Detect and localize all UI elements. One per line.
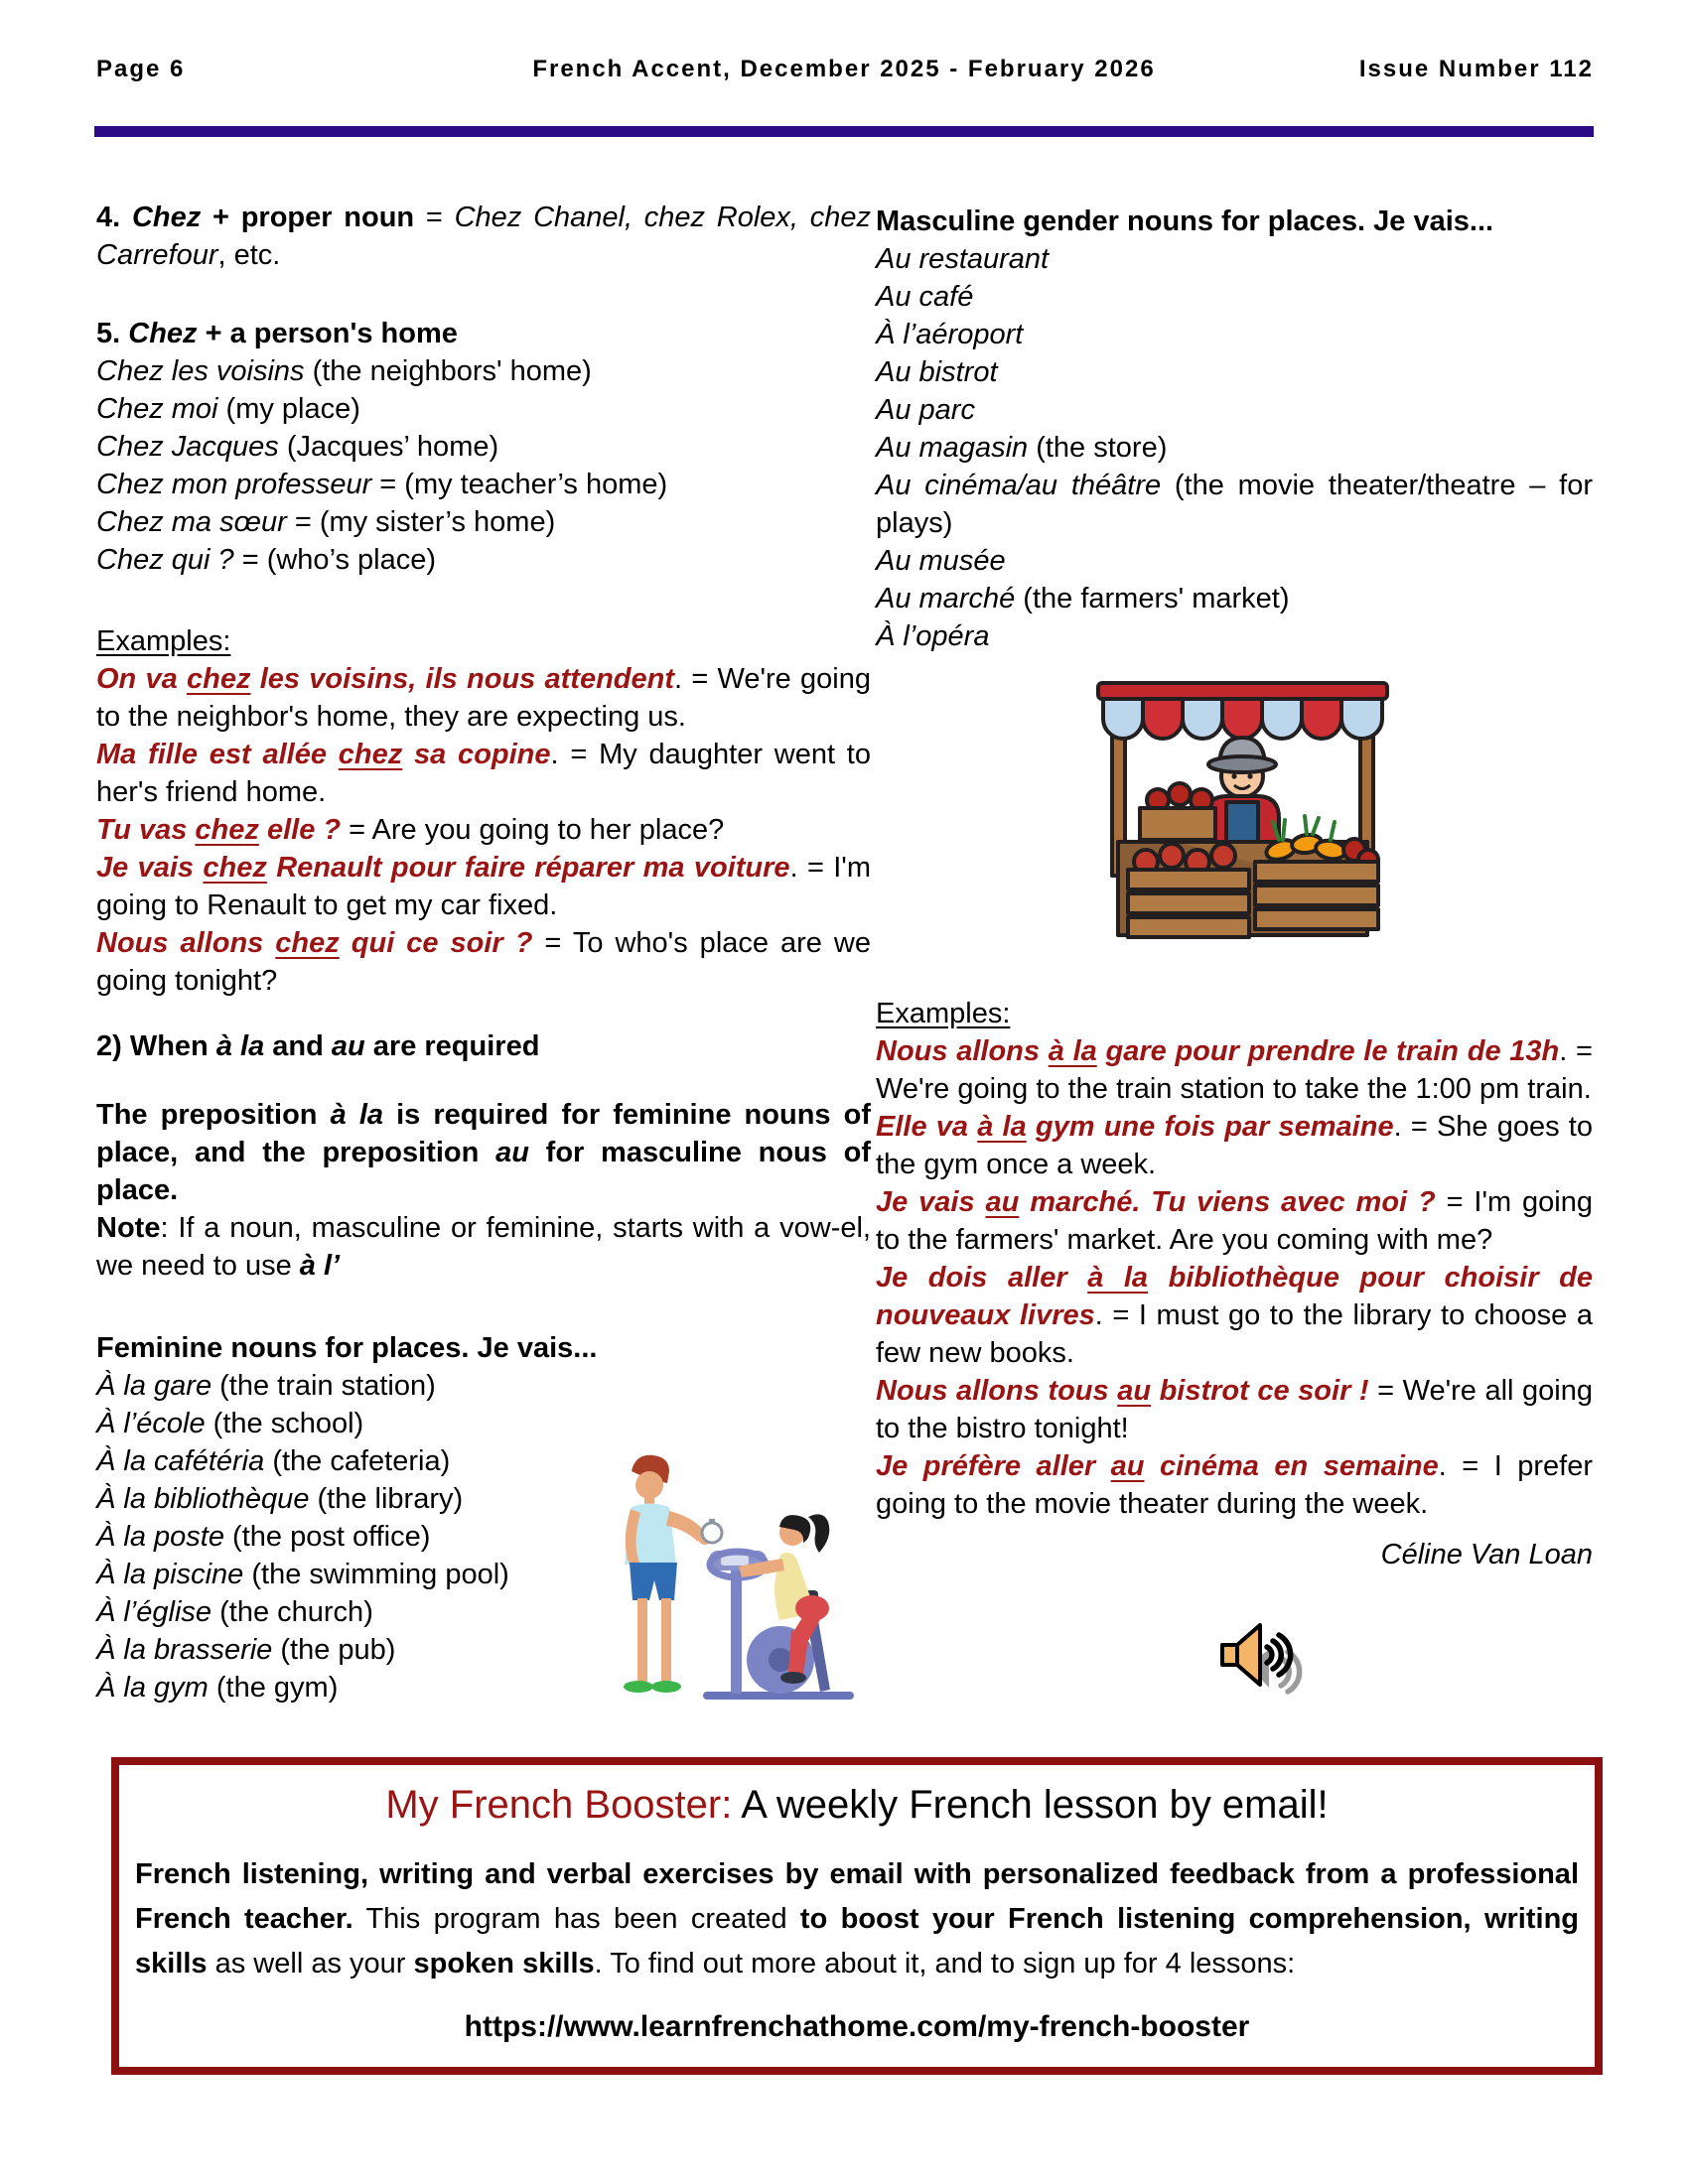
issue-number: Issue Number 112 <box>1358 56 1594 82</box>
french-phrase: Chez Jacques <box>96 431 279 463</box>
french-sentence: Nous allons <box>876 1035 1049 1067</box>
promo-url-link[interactable]: https://www.learnfrenchathome.com/my-french-booster <box>464 2010 1250 2043</box>
list-item <box>96 390 871 428</box>
example-item <box>876 1183 1593 1259</box>
english-gloss: (the store) <box>1028 432 1168 464</box>
list-item <box>96 1367 871 1405</box>
promo-body <box>135 1852 1579 1986</box>
examples-list <box>96 660 871 1000</box>
french-phrase: Au musée <box>876 545 1006 577</box>
section-2-heading <box>96 1027 871 1065</box>
keyword-chez: Chez <box>128 318 198 349</box>
french-sentence: Nous allons <box>96 927 276 959</box>
farmers-market-stall-illustration <box>1088 655 1398 950</box>
section-number: 5. <box>96 318 129 349</box>
english-gloss: (the pub) <box>272 1634 396 1666</box>
french-phrase: À la cafétéria <box>96 1445 265 1477</box>
underlined-keyword: chez <box>203 852 267 884</box>
note-paragraph <box>96 1209 871 1285</box>
note-label: Note <box>96 1212 161 1244</box>
french-sentence: gym une fois par semaine <box>1026 1111 1394 1143</box>
section-5-heading <box>96 315 871 352</box>
keyword-au: au <box>331 1030 365 1062</box>
french-sentence: Renault pour faire réparer ma voiture <box>266 852 790 884</box>
french-phrase: Au restaurant <box>876 243 1050 275</box>
brand-examples: Chez Chanel, chez Rolex, chez Carrefour <box>96 202 871 271</box>
english-translation: . = My daughter went to her's friend home. <box>96 739 871 808</box>
promo-text: . To find out more about it, and to sign up for 4 lessons: <box>594 1948 1296 1979</box>
french-phrase: Au cinéma/au théâtre <box>876 470 1162 501</box>
section-title-text: + proper noun <box>201 202 426 233</box>
french-phrase: À la gym <box>96 1672 209 1704</box>
french-sentence: cinéma en semaine <box>1144 1450 1439 1482</box>
english-gloss: (the gym) <box>208 1672 339 1704</box>
promo-title <box>119 1781 1595 1829</box>
french-phrase: À l’église <box>96 1596 212 1628</box>
examples-list <box>876 1032 1593 1523</box>
example-item <box>876 1372 1593 1447</box>
french-phrase: Au parc <box>876 394 975 426</box>
header-divider-rule <box>94 126 1594 137</box>
underlined-keyword: au <box>1110 1450 1145 1482</box>
promo-text: This program has been created <box>352 1903 800 1935</box>
list-item <box>876 429 1593 467</box>
english-gloss: (my place) <box>217 393 360 425</box>
speaker-audio-icon[interactable] <box>1219 1618 1311 1703</box>
author-signature: Céline Van Loan <box>1380 1539 1593 1570</box>
english-gloss: (the swimming pool) <box>243 1559 509 1590</box>
list-item <box>876 617 1593 655</box>
example-item <box>96 660 871 736</box>
english-gloss: (the school) <box>205 1408 364 1439</box>
english-gloss: (Jacques’ home) <box>278 431 499 463</box>
french-sentence: Je préfère aller <box>876 1450 1111 1482</box>
example-item <box>876 1447 1593 1523</box>
french-phrase: À la poste <box>96 1521 224 1553</box>
french-sentence: Nous allons tous <box>876 1375 1118 1407</box>
underlined-keyword: à la <box>1087 1262 1149 1294</box>
list-item <box>96 503 871 541</box>
feminine-list-heading: Feminine nouns for places. Je vais... <box>96 1332 598 1364</box>
list-item <box>876 542 1593 580</box>
examples-heading: Examples: <box>876 998 1011 1029</box>
french-sentence: Tu vas <box>96 814 196 846</box>
example-item <box>96 811 871 849</box>
english-gloss: (the church) <box>211 1596 373 1628</box>
french-phrase: Chez les voisins <box>96 355 305 387</box>
example-item <box>876 1259 1593 1372</box>
french-sentence: bistrot ce soir ! <box>1151 1375 1369 1407</box>
list-item <box>876 278 1593 316</box>
english-gloss: (the farmers' market) <box>1015 583 1290 614</box>
example-item <box>96 849 871 924</box>
page-number: Page 6 <box>96 56 186 82</box>
example-item <box>96 924 871 1000</box>
list-item <box>96 466 871 503</box>
chez-home-list <box>96 352 871 579</box>
trainer-and-exercise-bike-illustration <box>586 1441 869 1739</box>
french-phrase: À la bibliothèque <box>96 1483 310 1515</box>
list-item <box>876 316 1593 353</box>
section-4-paragraph <box>96 199 871 274</box>
french-sentence: Je vais <box>876 1186 986 1218</box>
english-translation: . = She goes to the gym once a week. <box>876 1111 1593 1180</box>
keyword-au: au <box>495 1137 529 1168</box>
example-item <box>96 736 871 811</box>
keyword-a-l: à l’ <box>299 1250 341 1282</box>
underlined-keyword: au <box>985 1186 1020 1218</box>
underlined-keyword: chez <box>187 663 251 695</box>
english-translation: . = I must go to the library to choose a few new books. <box>876 1299 1593 1369</box>
french-sentence: gare pour prendre le train de 13h <box>1096 1035 1560 1067</box>
french-phrase: Chez ma sœur <box>96 506 287 538</box>
section-title-text: + a person's home <box>197 318 458 349</box>
french-phrase: Chez qui ? <box>96 544 234 576</box>
keyword-a-la: à la <box>215 1030 265 1062</box>
heading-text: and <box>264 1030 332 1062</box>
french-phrase: À la gare <box>96 1370 212 1402</box>
underlined-keyword: chez <box>195 814 259 846</box>
list-item <box>96 428 871 466</box>
english-gloss: = (my teacher’s home) <box>371 469 668 500</box>
english-translation: = Are you going to her place? <box>341 814 725 846</box>
french-phrase: À la piscine <box>96 1559 244 1590</box>
masculine-places-list <box>876 240 1593 655</box>
example-item <box>876 1108 1593 1183</box>
publication-title: French Accent, December 2025 - February 2026 <box>532 56 1156 82</box>
promo-text: to boost your French listening comprehension, writing skills <box>135 1903 1579 1979</box>
paragraph-text: is required for feminine nouns of place, and the preposition <box>96 1099 871 1168</box>
french-phrase: Chez moi <box>96 393 218 425</box>
french-sentence: les voisins, ils nous attendent <box>250 663 675 695</box>
underlined-keyword: à la <box>977 1111 1027 1143</box>
promo-text: as well as your <box>207 1948 414 1979</box>
french-phrase: À la brasserie <box>96 1634 273 1666</box>
english-translation: . = I prefer going to the movie theater during the week. <box>876 1450 1593 1520</box>
section-2-paragraph <box>96 1096 871 1209</box>
heading-text: 2) When <box>96 1030 216 1062</box>
list-item <box>876 391 1593 429</box>
english-gloss: (the movie theater/theatre – for plays) <box>876 470 1594 539</box>
english-translation: . = We're going to the train station to take the 1:00 pm train. <box>876 1035 1593 1105</box>
french-phrase: Au marché <box>876 583 1016 614</box>
promo-text: spoken skills <box>413 1948 595 1979</box>
french-sentence: elle ? <box>258 814 342 846</box>
french-sentence: qui ce soir ? <box>339 927 533 959</box>
promo-text: French listening, writing and verbal exercises by email with personalized feedback from a professional French teacher. <box>135 1858 1579 1935</box>
french-phrase: À l’opéra <box>876 620 990 652</box>
promo-title-brand: My French Booster: <box>385 1783 733 1827</box>
list-item <box>96 541 871 579</box>
french-sentence: Je dois aller <box>876 1262 1088 1294</box>
english-gloss: (the post office) <box>223 1521 431 1553</box>
english-gloss: = (who’s place) <box>233 544 437 576</box>
french-sentence: Je vais <box>96 852 204 884</box>
french-sentence: Ma fille est allée <box>96 739 339 770</box>
french-sentence: marché. Tu viens avec moi ? <box>1019 1186 1436 1218</box>
paragraph-text: The preposition <box>96 1099 331 1131</box>
english-translation: = To who's place are we going tonight? <box>96 927 871 997</box>
english-gloss: = (my sister’s home) <box>286 506 556 538</box>
heading-text: are required <box>364 1030 540 1062</box>
french-phrase: Au magasin <box>876 432 1029 464</box>
french-sentence: bibliothèque pour choisir de nouveaux livres <box>876 1262 1593 1331</box>
underlined-keyword: chez <box>275 927 340 959</box>
english-gloss: (the library) <box>309 1483 464 1515</box>
keyword-chez: Chez <box>131 202 202 233</box>
french-phrase: À l’école <box>96 1408 206 1439</box>
keyword-a-la: à la <box>330 1099 384 1131</box>
list-item <box>96 352 871 390</box>
underlined-keyword: chez <box>338 739 403 770</box>
list-item <box>876 353 1593 391</box>
french-phrase: Au café <box>876 281 974 313</box>
note-text: : If a noun, masculine or feminine, starts with a vow-el, we need to use <box>96 1212 871 1282</box>
english-translation: . = We're going to the neighbor's home, they are expecting us. <box>96 663 871 733</box>
french-sentence: Elle va <box>876 1111 978 1143</box>
french-phrase: À l’aéroport <box>876 319 1024 350</box>
examples-heading: Examples: <box>96 625 231 657</box>
section-number: 4. <box>96 202 132 233</box>
list-item <box>876 240 1593 278</box>
promo-box <box>111 1757 1603 2075</box>
list-item <box>876 467 1593 542</box>
example-item <box>876 1032 1593 1108</box>
english-translation: = We're all going to the bistro tonight! <box>876 1375 1594 1444</box>
underlined-keyword: à la <box>1048 1035 1097 1067</box>
french-phrase: Chez mon professeur <box>96 469 372 500</box>
english-gloss: (the cafeteria) <box>264 1445 451 1477</box>
english-translation: = I'm going to the farmers' market. Are you coming with me? <box>876 1186 1593 1256</box>
english-gloss: (the train station) <box>211 1370 436 1402</box>
list-item <box>96 1405 871 1442</box>
underlined-keyword: au <box>1117 1375 1152 1407</box>
list-item <box>876 580 1593 617</box>
masculine-list-heading: Masculine gender nouns for places. Je vais... <box>876 205 1494 237</box>
french-sentence: sa copine <box>402 739 551 770</box>
french-phrase: Au bistrot <box>876 356 998 388</box>
paragraph-text: for masculine nous of place. <box>96 1137 872 1206</box>
english-translation: . = I'm going to Renault to get my car fixed. <box>96 852 871 921</box>
equals-sign: = <box>425 202 455 233</box>
promo-title-tagline: A weekly French lesson by email! <box>732 1783 1329 1827</box>
etc-text: , etc. <box>217 239 281 271</box>
french-sentence: On va <box>96 663 188 695</box>
english-gloss: (the neighbors' home) <box>304 355 592 387</box>
